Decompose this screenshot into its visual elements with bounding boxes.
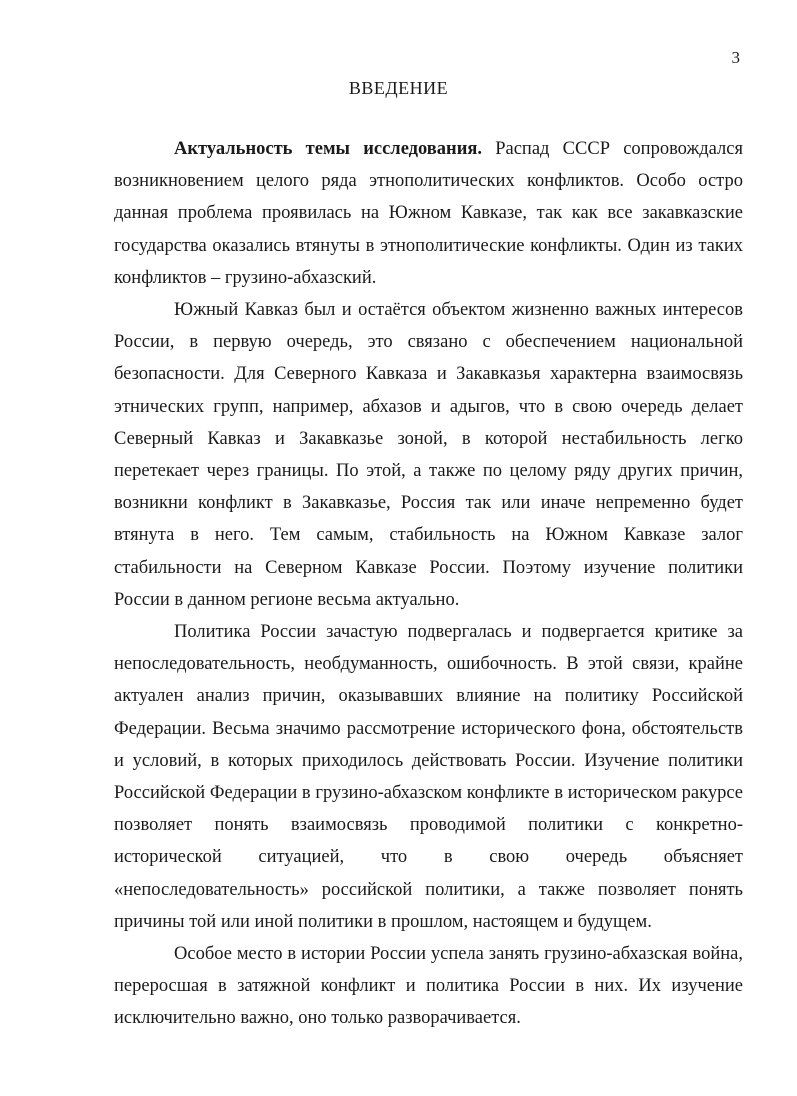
page-title: ВВЕДЕНИЕ — [348, 78, 449, 98]
paragraph-war: Особое место в истории России успела занять грузино-абхазская война, переросшая в затяжной конфликт и политика России в них. Их изучение исключительно важно, оно только разворачивается. — [114, 944, 743, 1029]
paragraph-russia-policy: Политика России зачастую подвергалась и подвергается критике за непоследовательность, необдуманность, ошибочность. В этой связи, крайне актуален анализ причин, оказывавших влияние на политику Российской Федерации. Весьма значимо рассмотрение исторического фона, обстоятельств и условий, в которых приходилось действовать России. Изучение политики Российской Федерации в грузино-абхазском конфликте в историческом ракурсе позволяет понять взаимосвязь проводимой политики с конкретно-исторической ситуацией, что в свою очередь объясняет «непоследовательность» российской политики, а также позволяет понять причины той или иной политики в прошлом, настоящем и будущем. — [114, 622, 743, 932]
paragraph-south-caucasus: Южный Кавказ был и остаётся объектом жизненно важных интересов России, в первую очередь, это связано с обеспечением национальной безопасности. Для Северного Кавказа и Закавказья характерна взаимосвязь этнических групп, например, абхазов и адыгов, что в свою очередь делает Северный Кавказ и Закавказье зоной, в которой нестабильность легко перетекает через границы. По этой, а также по целому ряду других причин, возникни конфликт в Закавказье, Россия так или иначе непременно будет втянута в него. Тем самым, стабильность на Южном Кавказе залог стабильности на Северном Кавказе России. Поэтому изучение политики России в данном регионе весьма актуально. — [114, 300, 743, 610]
body-text — [114, 133, 743, 1035]
paragraph-relevance — [114, 133, 743, 294]
paragraph-text: Распад СССР сопровождался возникновением целого ряда этнополитических конфликтов. Особо остро данная проблема проявилась на Южном Кавказе, так как все закавказские государства оказались втянуты в этнополитические конфликты. Один из таких конфликтов – грузино-абхазский. — [114, 139, 743, 288]
page-number: 3 — [731, 48, 740, 67]
paragraph-lead: Актуальность темы исследования. — [174, 139, 482, 159]
